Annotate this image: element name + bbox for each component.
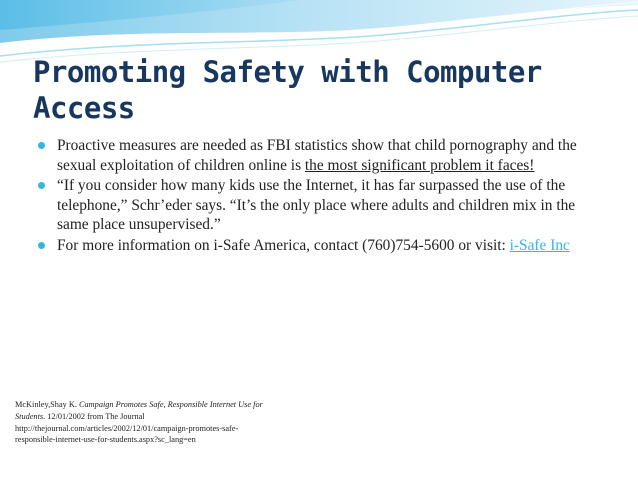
bullet-text: Proactive measures are needed as FBI statistics show that child pornography and the sexual exploitation of children online is <box>57 137 577 174</box>
bullet-text: “If you consider how many kids use the Internet, it has far surpassed the use of the telephone,” Schr’eder says. “It’s the only place where adults and children mix in the same place unsupervised.” <box>57 177 576 234</box>
citation <box>15 399 265 446</box>
citation-author: McKinley,Shay K. <box>15 400 79 409</box>
bullet-text: For more information on i-Safe America, contact (760)754-5600 or visit: <box>57 236 510 254</box>
bullet-dot-icon <box>38 142 45 149</box>
citation-source: . 12/01/2002 from The Journal http://thejournal.com/articles/2002/12/01/campaign-promotes-safe-responsible-internet-use-for-students.aspx?sc_lang=en <box>15 411 239 445</box>
bullet-item-more-info <box>37 236 607 256</box>
title-line-1: Promoting Safety with Computer <box>33 55 542 89</box>
bullet-item-quote <box>37 176 607 235</box>
bullet-dot-icon <box>38 182 45 189</box>
bullet-list <box>37 136 607 257</box>
slide-title <box>33 54 623 126</box>
title-line-2: Access <box>33 91 135 125</box>
bullet-item-fbi-statistics <box>37 136 607 175</box>
underlined-phrase: the most significant problem it faces! <box>304 156 535 174</box>
i-safe-link[interactable]: i-Safe Inc <box>509 236 570 254</box>
citation-title: Campaign Promotes Safe, Responsible Internet Use for Students <box>15 400 263 421</box>
bullet-dot-icon <box>38 242 45 249</box>
